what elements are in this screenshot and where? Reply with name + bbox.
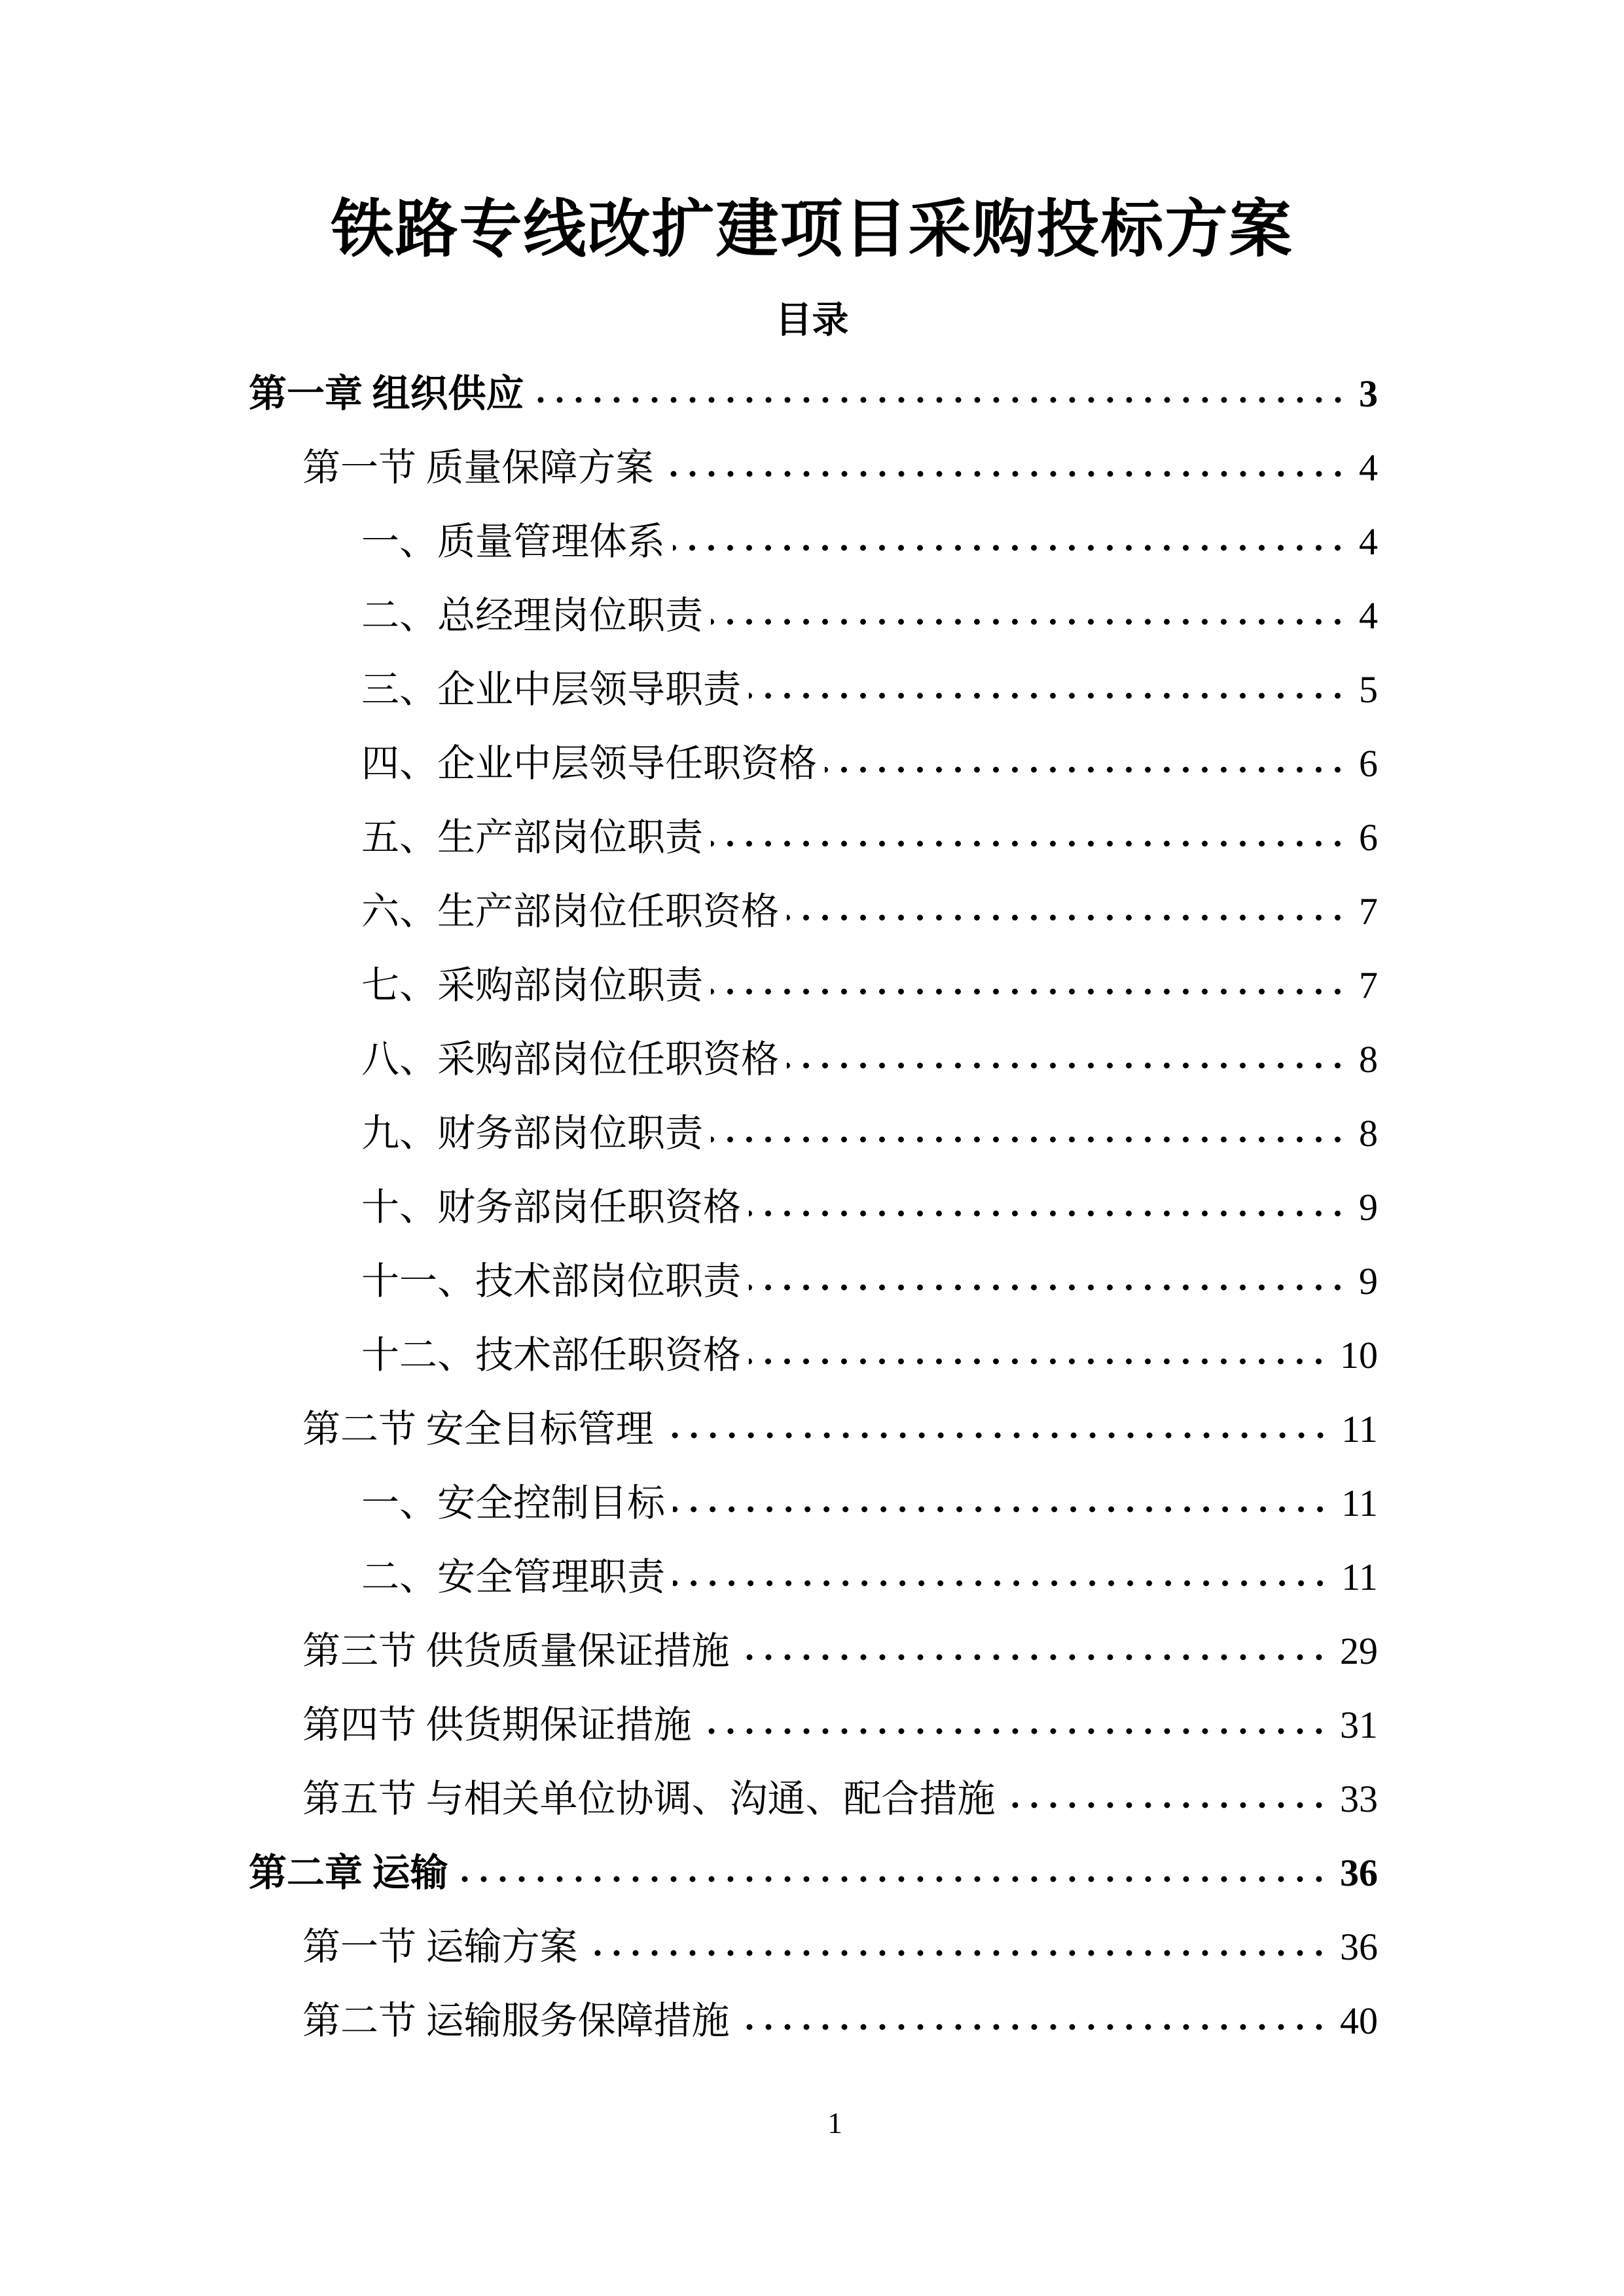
toc-entry-page: 11 xyxy=(1341,1408,1378,1450)
toc-entry-label: 十二、技术部任职资格 xyxy=(361,1334,742,1376)
toc-leader-dots xyxy=(673,545,1347,551)
toc-leader-dots xyxy=(825,766,1347,773)
toc-entry-label: 第二节 运输服务保障措施 xyxy=(302,2000,730,2042)
toc-entry-page: 36 xyxy=(1340,1852,1378,1894)
toc-entry-page: 9 xyxy=(1359,1260,1378,1302)
toc-entry-label: 九、财务部岗位职责 xyxy=(361,1112,704,1155)
toc-entry-page: 3 xyxy=(1359,372,1378,415)
toc-leader-dots xyxy=(700,1728,1328,1734)
toc-entry[interactable] xyxy=(0,1318,1378,1392)
toc-entry[interactable] xyxy=(0,431,1378,505)
toc-leader-dots xyxy=(738,1654,1328,1660)
toc-entry[interactable] xyxy=(0,800,1378,874)
toc-entry[interactable] xyxy=(0,1170,1378,1244)
toc-entry[interactable] xyxy=(0,1688,1378,1762)
toc-entry[interactable] xyxy=(0,1244,1378,1318)
toc-entry-page: 10 xyxy=(1340,1334,1378,1376)
toc-entry[interactable] xyxy=(0,874,1378,948)
toc-leader-dots xyxy=(738,2024,1328,2030)
toc-entry-label: 七、采购部岗位职责 xyxy=(361,964,704,1007)
toc-leader-dots xyxy=(749,1210,1347,1217)
toc-entry[interactable] xyxy=(0,505,1378,579)
toc-entry-label: 八、采购部岗位任职资格 xyxy=(361,1038,780,1081)
toc-entry-label: 四、企业中层领导任职资格 xyxy=(361,742,818,785)
toc-entry[interactable] xyxy=(0,1984,1378,2058)
toc-entry-page: 29 xyxy=(1340,1630,1378,1672)
toc-entry[interactable] xyxy=(0,1096,1378,1170)
toc-entry-label: 二、安全管理职责 xyxy=(361,1556,666,1598)
toc-entry-page: 4 xyxy=(1359,446,1378,489)
toc-entry-label: 十、财务部岗任职资格 xyxy=(361,1186,742,1229)
toc-leader-dots xyxy=(787,914,1347,921)
toc-entry-page: 31 xyxy=(1340,1704,1378,1746)
toc-entry-label: 六、生产部岗位任职资格 xyxy=(361,890,780,933)
toc-entry-label: 一、质量管理体系 xyxy=(361,520,666,563)
toc-entry[interactable] xyxy=(0,1392,1378,1466)
toc-entry-page: 5 xyxy=(1359,668,1378,711)
toc-entry-label: 第一节 质量保障方案 xyxy=(302,446,654,489)
toc-entry-page: 6 xyxy=(1359,816,1378,859)
toc-entry[interactable] xyxy=(0,1910,1378,1984)
toc-entry-page: 40 xyxy=(1340,2000,1378,2042)
toc-list xyxy=(0,357,1624,2058)
toc-leader-dots xyxy=(532,397,1347,403)
toc-entry-label: 五、生产部岗位职责 xyxy=(361,816,704,859)
toc-leader-dots xyxy=(456,1876,1328,1882)
toc-leader-dots xyxy=(662,471,1347,477)
toc-entry-page: 36 xyxy=(1340,1926,1378,1968)
toc-leader-dots xyxy=(711,1136,1347,1143)
toc-entry-page: 11 xyxy=(1341,1482,1378,1524)
toc-entry-label: 第三节 供货质量保证措施 xyxy=(302,1630,730,1672)
toc-leader-dots xyxy=(586,1950,1328,1956)
toc-leader-dots xyxy=(749,1358,1328,1365)
toc-heading: 目录 xyxy=(775,300,849,341)
toc-entry-page: 4 xyxy=(1359,520,1378,563)
toc-leader-dots xyxy=(662,1432,1330,1439)
toc-entry[interactable] xyxy=(0,1022,1378,1096)
toc-entry-page: 4 xyxy=(1359,594,1378,637)
toc-leader-dots xyxy=(711,840,1347,847)
toc-entry-label: 第二章 运输 xyxy=(249,1852,448,1894)
toc-entry[interactable] xyxy=(0,1836,1378,1910)
toc-leader-dots xyxy=(673,1506,1329,1513)
toc-entry[interactable] xyxy=(0,1540,1378,1614)
toc-entry[interactable] xyxy=(0,579,1378,653)
toc-entry-label: 第一节 运输方案 xyxy=(302,1926,578,1968)
toc-leader-dots xyxy=(787,1062,1347,1069)
toc-entry[interactable] xyxy=(0,1466,1378,1540)
toc-entry-label: 第一章 组织供应 xyxy=(249,372,524,415)
toc-entry-label: 第二节 安全目标管理 xyxy=(302,1408,654,1450)
toc-entry-page: 6 xyxy=(1359,742,1378,785)
toc-entry-page: 7 xyxy=(1359,964,1378,1007)
toc-entry[interactable] xyxy=(0,948,1378,1022)
toc-leader-dots xyxy=(749,1284,1347,1291)
footer-page-number: 1 xyxy=(827,2106,842,2140)
toc-entry[interactable] xyxy=(0,1762,1378,1836)
toc-leader-dots xyxy=(749,692,1347,699)
toc-entry-label: 二、总经理岗位职责 xyxy=(361,594,704,637)
toc-entry[interactable] xyxy=(0,726,1378,800)
toc-entry-page: 8 xyxy=(1359,1038,1378,1081)
toc-entry-label: 三、企业中层领导职责 xyxy=(361,668,742,711)
toc-entry[interactable] xyxy=(0,653,1378,726)
toc-leader-dots xyxy=(673,1580,1329,1587)
toc-entry[interactable] xyxy=(0,1614,1378,1688)
toc-entry-page: 7 xyxy=(1359,890,1378,933)
toc-entry-page: 33 xyxy=(1340,1778,1378,1820)
toc-entry-page: 11 xyxy=(1341,1556,1378,1598)
toc-entry-label: 第五节 与相关单位协调、沟通、配合措施 xyxy=(302,1778,996,1820)
toc-entry-label: 十一、技术部岗位职责 xyxy=(361,1260,742,1302)
toc-leader-dots xyxy=(711,988,1347,995)
toc-entry[interactable] xyxy=(0,357,1378,431)
toc-entry-page: 8 xyxy=(1359,1112,1378,1155)
toc-leader-dots xyxy=(711,619,1347,625)
toc-entry-label: 第四节 供货期保证措施 xyxy=(302,1704,692,1746)
document-title: 铁路专线改扩建项目采购投标方案 xyxy=(331,194,1293,264)
toc-entry-page: 9 xyxy=(1359,1186,1378,1229)
toc-leader-dots xyxy=(1003,1802,1328,1808)
toc-entry-label: 一、安全控制目标 xyxy=(361,1482,666,1524)
